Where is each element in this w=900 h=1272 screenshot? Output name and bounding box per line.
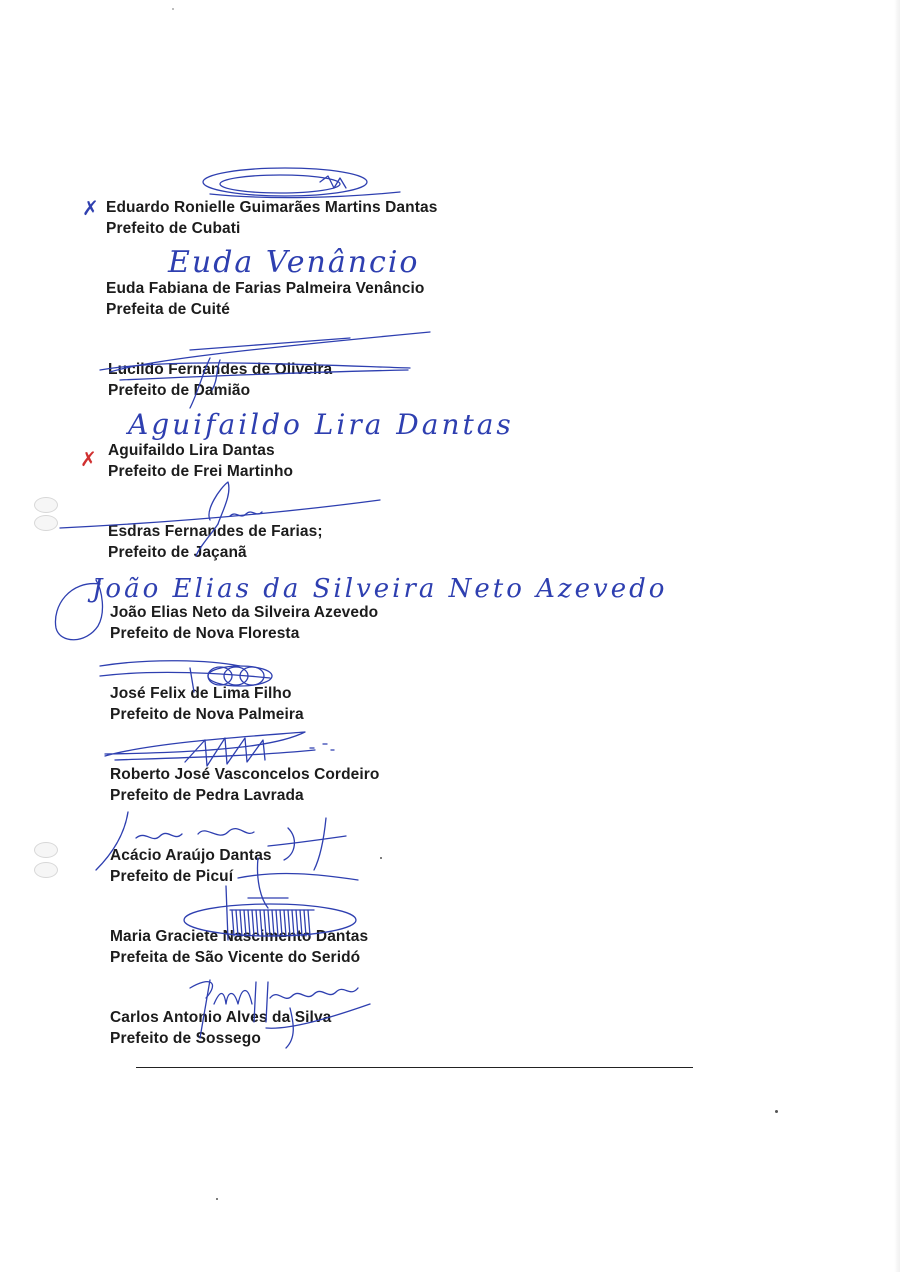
- signatory-office: Prefeito de Sossego: [110, 1030, 261, 1047]
- scan-speck: [380, 857, 382, 859]
- signature-3: [90, 320, 440, 410]
- signatory-name: Euda Fabiana de Farias Palmeira Venâncio: [106, 280, 425, 297]
- signature-10: [180, 880, 370, 950]
- closing-rule-line: [136, 1067, 693, 1068]
- staple-mark-4: [34, 862, 58, 878]
- signatory-name: Eduardo Ronielle Guimarães Martins Dantas: [106, 199, 438, 216]
- signature-7: [90, 652, 290, 702]
- scan-edge-shadow: [894, 0, 900, 1272]
- staple-mark-3: [34, 842, 58, 858]
- signatory-name: Lucildo Fernandes de Oliveira: [108, 361, 333, 378]
- signatory-office: Prefeito de Picuí: [110, 868, 234, 885]
- signature-1: [190, 160, 410, 220]
- signatory-name: Carlos Antonio Alves da Silva: [110, 1009, 332, 1026]
- signatory-office: Prefeita de Cuité: [106, 301, 231, 318]
- signatory-office: Prefeita de São Vicente do Seridó: [110, 949, 361, 966]
- signatory-office: Prefeito de Damião: [108, 382, 251, 399]
- signatory-name: Aguifaildo Lira Dantas: [108, 442, 275, 459]
- signatory-name: Esdras Fernandes de Farias;: [108, 523, 323, 540]
- signatory-office: Prefeito de Frei Martinho: [108, 463, 294, 480]
- signatory-office: Prefeito de Nova Floresta: [110, 625, 300, 642]
- scan-speck: [216, 1198, 218, 1200]
- signature-6: João Elias da Silveira Neto Azevedo: [92, 574, 668, 604]
- signature-4: Aguifaildo Lira Dantas: [128, 408, 514, 441]
- staple-mark-1: [34, 497, 58, 513]
- signature-2: Euda Venâncio: [168, 245, 420, 280]
- margin-check-mark-red: ✗: [80, 447, 97, 471]
- scan-speck: [775, 1110, 778, 1113]
- signatory-name: João Elias Neto da Silveira Azevedo: [110, 604, 379, 621]
- signatory-name: Roberto José Vasconcelos Cordeiro: [110, 766, 380, 783]
- signatory-office: Prefeito de Jaçanã: [108, 544, 247, 561]
- margin-check-mark-blue: ✗: [82, 196, 99, 220]
- signatory-name: Maria Graciete Nascimento Dantas: [110, 928, 369, 945]
- signatory-office: Prefeito de Nova Palmeira: [110, 706, 304, 723]
- signature-11: [170, 968, 410, 1058]
- signature-5: [60, 480, 390, 560]
- signatory-office: Prefeito de Pedra Lavrada: [110, 787, 304, 804]
- signatory-office: Prefeito de Cubati: [106, 220, 241, 237]
- signatory-name: José Felix de Lima Filho: [110, 685, 292, 702]
- signature-8: [95, 722, 355, 782]
- staple-mark-2: [34, 515, 58, 531]
- signatory-name: Acácio Araújo Dantas: [110, 847, 272, 864]
- scan-speck: [172, 8, 174, 10]
